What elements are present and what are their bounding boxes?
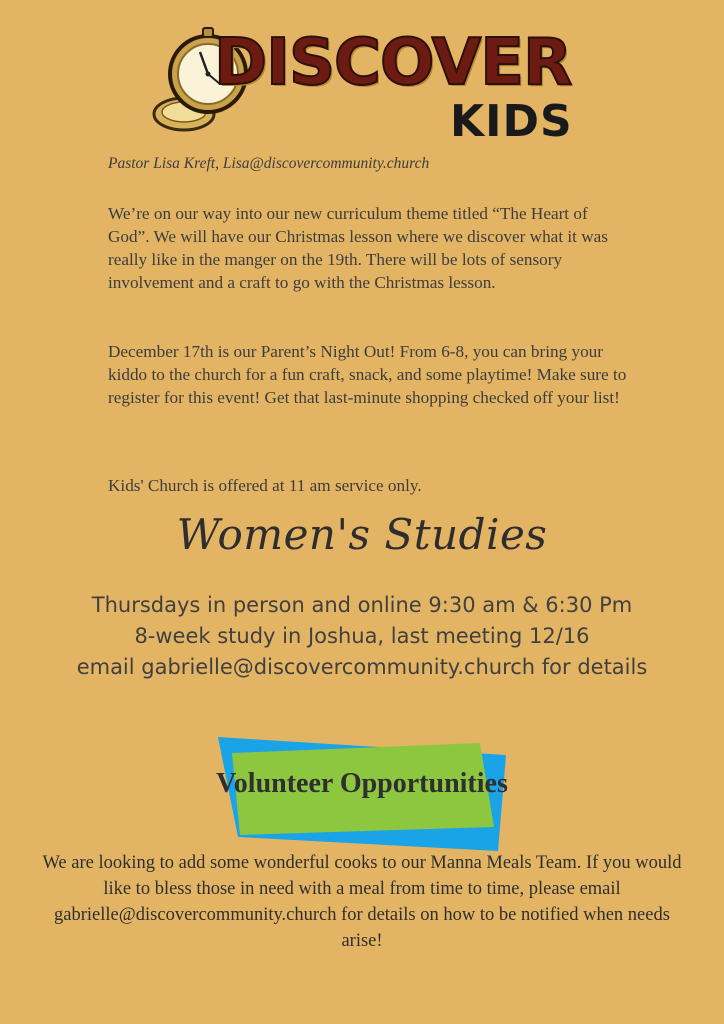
discover-kids-logo bbox=[150, 22, 580, 150]
logo-word-discover: DISCOVER bbox=[214, 26, 572, 100]
studies-schedule-line: Thursdays in person and online 9:30 am & 6:30 Pm bbox=[91, 593, 633, 617]
logo-word-kids: KIDS bbox=[450, 96, 573, 147]
kids-church-note: Kids' Church is offered at 11 am service only. bbox=[108, 476, 422, 495]
studies-topic-line: 8-week study in Joshua, last meeting 12/16 bbox=[134, 624, 590, 648]
curriculum-paragraph: We’re on our way into our new curriculum theme titled “The Heart of God”. We will have our Christmas lesson where we discover what it was really like in the manger on the 19th. There will be lots of sensory involvement and a craft to go with the Christmas lesson. bbox=[108, 204, 608, 292]
womens-studies-heading: Women's Studies bbox=[176, 510, 548, 559]
womens-studies-details bbox=[0, 590, 724, 683]
volunteer-description: We are looking to add some wonderful cooks to our Manna Meals Team. If you would like to bless those in need with a meal from time to time, please email gabrielle@discovercommunity.church for details on how to be notified when needs arise! bbox=[42, 853, 682, 951]
parents-night-paragraph: December 17th is our Parent’s Night Out! From 6-8, you can bring your kiddo to the church for a fun craft, snack, and some playtime! Make sure to register for this event! Get that last-minute shopping checked off your list! bbox=[108, 342, 627, 407]
volunteer-heading: Volunteer Opportunities bbox=[216, 768, 508, 799]
pastor-contact: Pastor Lisa Kreft, Lisa@discovercommunity.church bbox=[108, 155, 430, 172]
studies-contact-line: email gabrielle@discovercommunity.church for details bbox=[76, 655, 648, 679]
